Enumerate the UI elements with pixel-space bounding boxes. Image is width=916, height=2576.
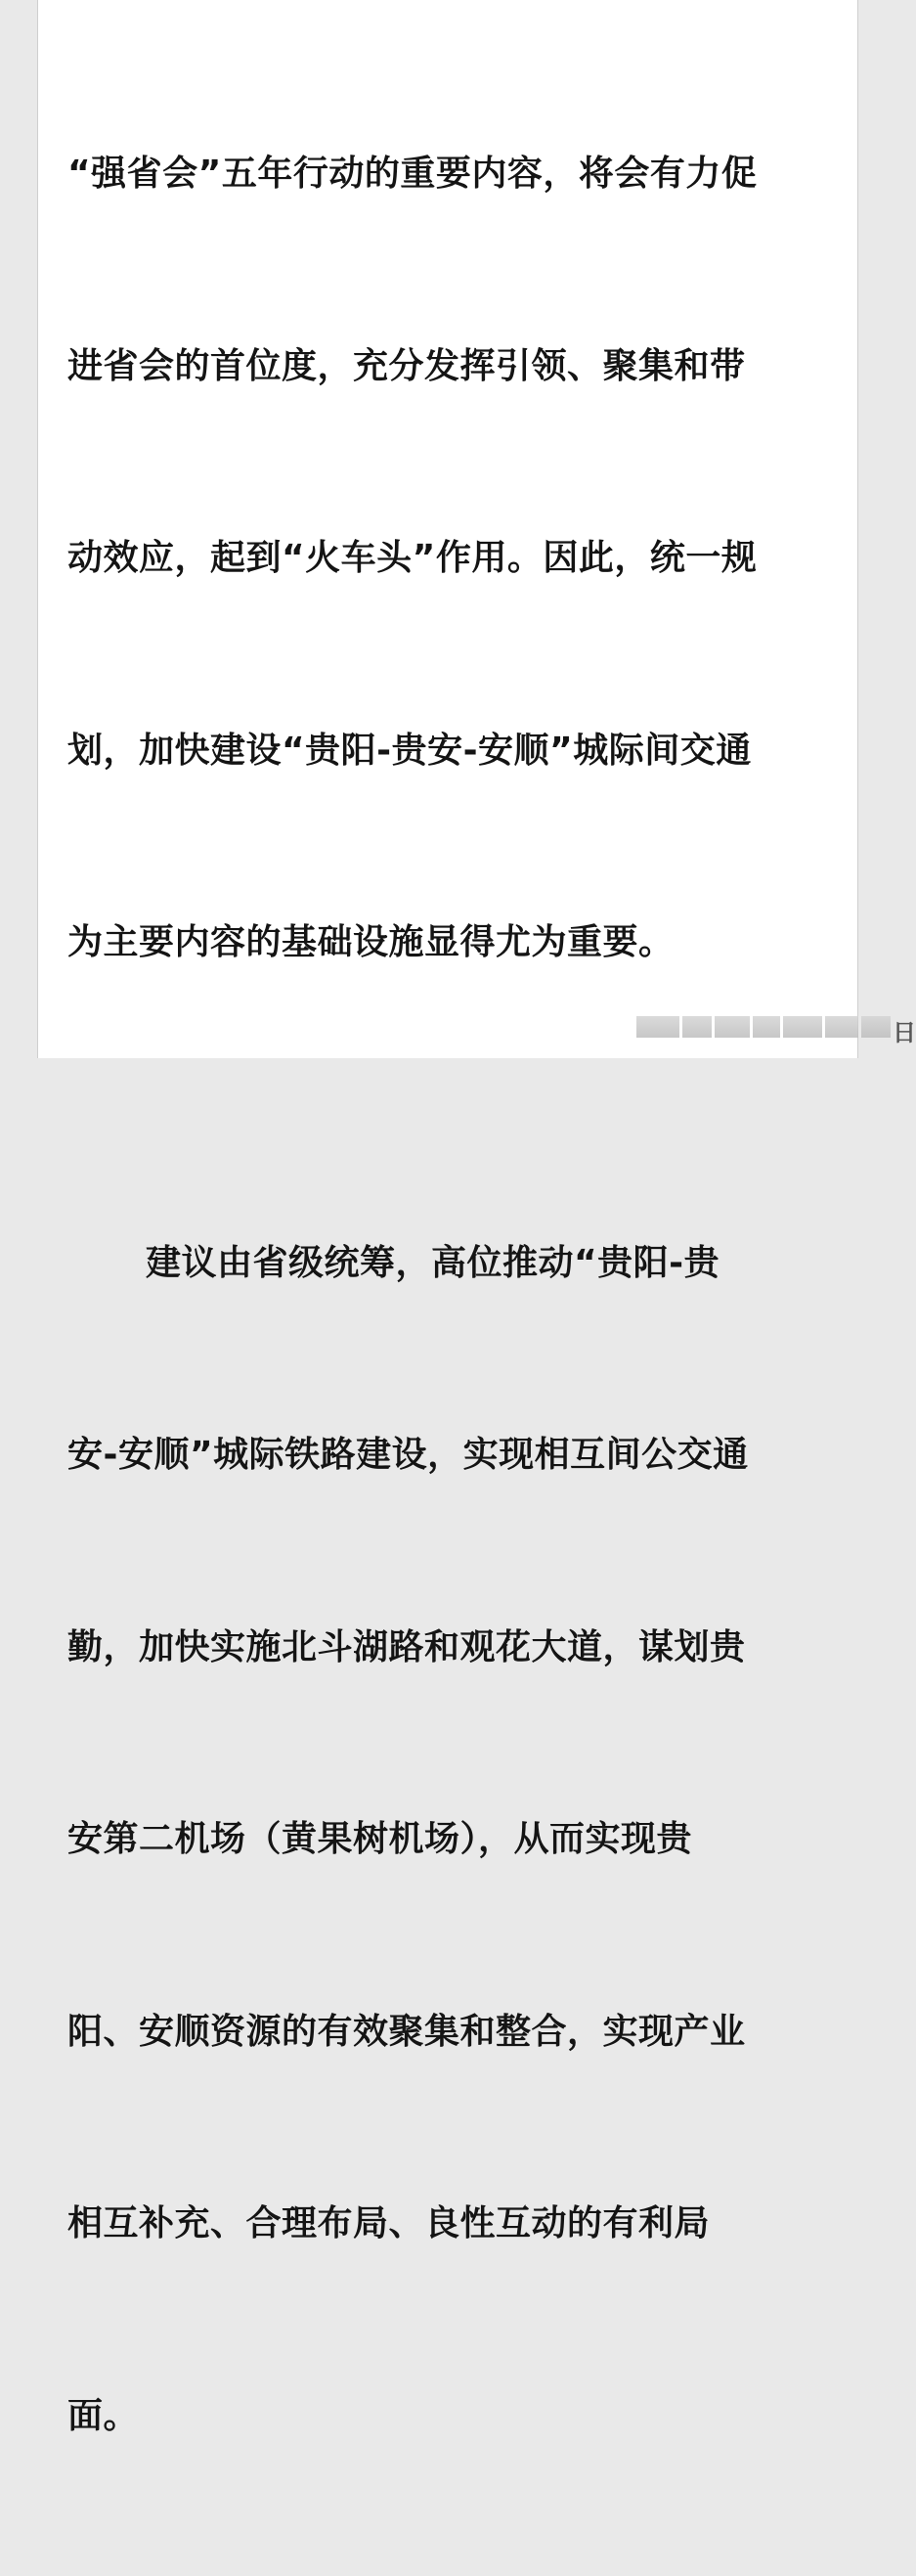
- watermark-blur-block: [825, 1016, 858, 1038]
- watermark-blur-block: [783, 1016, 822, 1038]
- watermark-blur-block: [861, 1016, 891, 1038]
- document-page: [37, 0, 858, 1058]
- watermark-blur-block: [636, 1016, 679, 1038]
- text-line: 阳、安顺资源的有效聚集和整合，实现产业: [67, 2000, 825, 2065]
- text-line: 安-安顺”城际铁路建设，实现相互间公交通: [67, 1423, 825, 1488]
- paragraph-2: [67, 1103, 825, 2576]
- watermark-text: 日: [893, 1013, 916, 1047]
- watermark: [636, 1007, 891, 1046]
- text-line: 面。: [67, 2384, 825, 2449]
- text-line: 划，加快建设“贵阳-贵安-安顺”城际间交通: [67, 719, 825, 783]
- text-line: 相互补充、合理布局、良性互动的有利局: [67, 2192, 825, 2256]
- text-line: “强省会”五年行动的重要内容，将会有力促: [67, 142, 825, 206]
- text-line: 建议由省级统筹，高位推动“贵阳-贵: [67, 1231, 825, 1296]
- text-line: 安第二机场（黄果树机场），从而实现贵: [67, 1807, 825, 1872]
- text-line: 勤，加快实施北斗湖路和观花大道，谋划贵: [67, 1616, 825, 1680]
- watermark-blur-block: [682, 1016, 712, 1038]
- document-body: [67, 14, 825, 2576]
- text-line: 进省会的首位度，充分发挥引领、聚集和带: [67, 334, 825, 399]
- watermark-blur-block: [753, 1016, 780, 1038]
- text-line: 动效应，起到“火车头”作用。因此，统一规: [67, 526, 825, 591]
- watermark-blur-block: [715, 1016, 750, 1038]
- text-line: 为主要内容的基础设施显得尤为重要。: [67, 910, 825, 975]
- paragraph-1: [67, 14, 825, 1103]
